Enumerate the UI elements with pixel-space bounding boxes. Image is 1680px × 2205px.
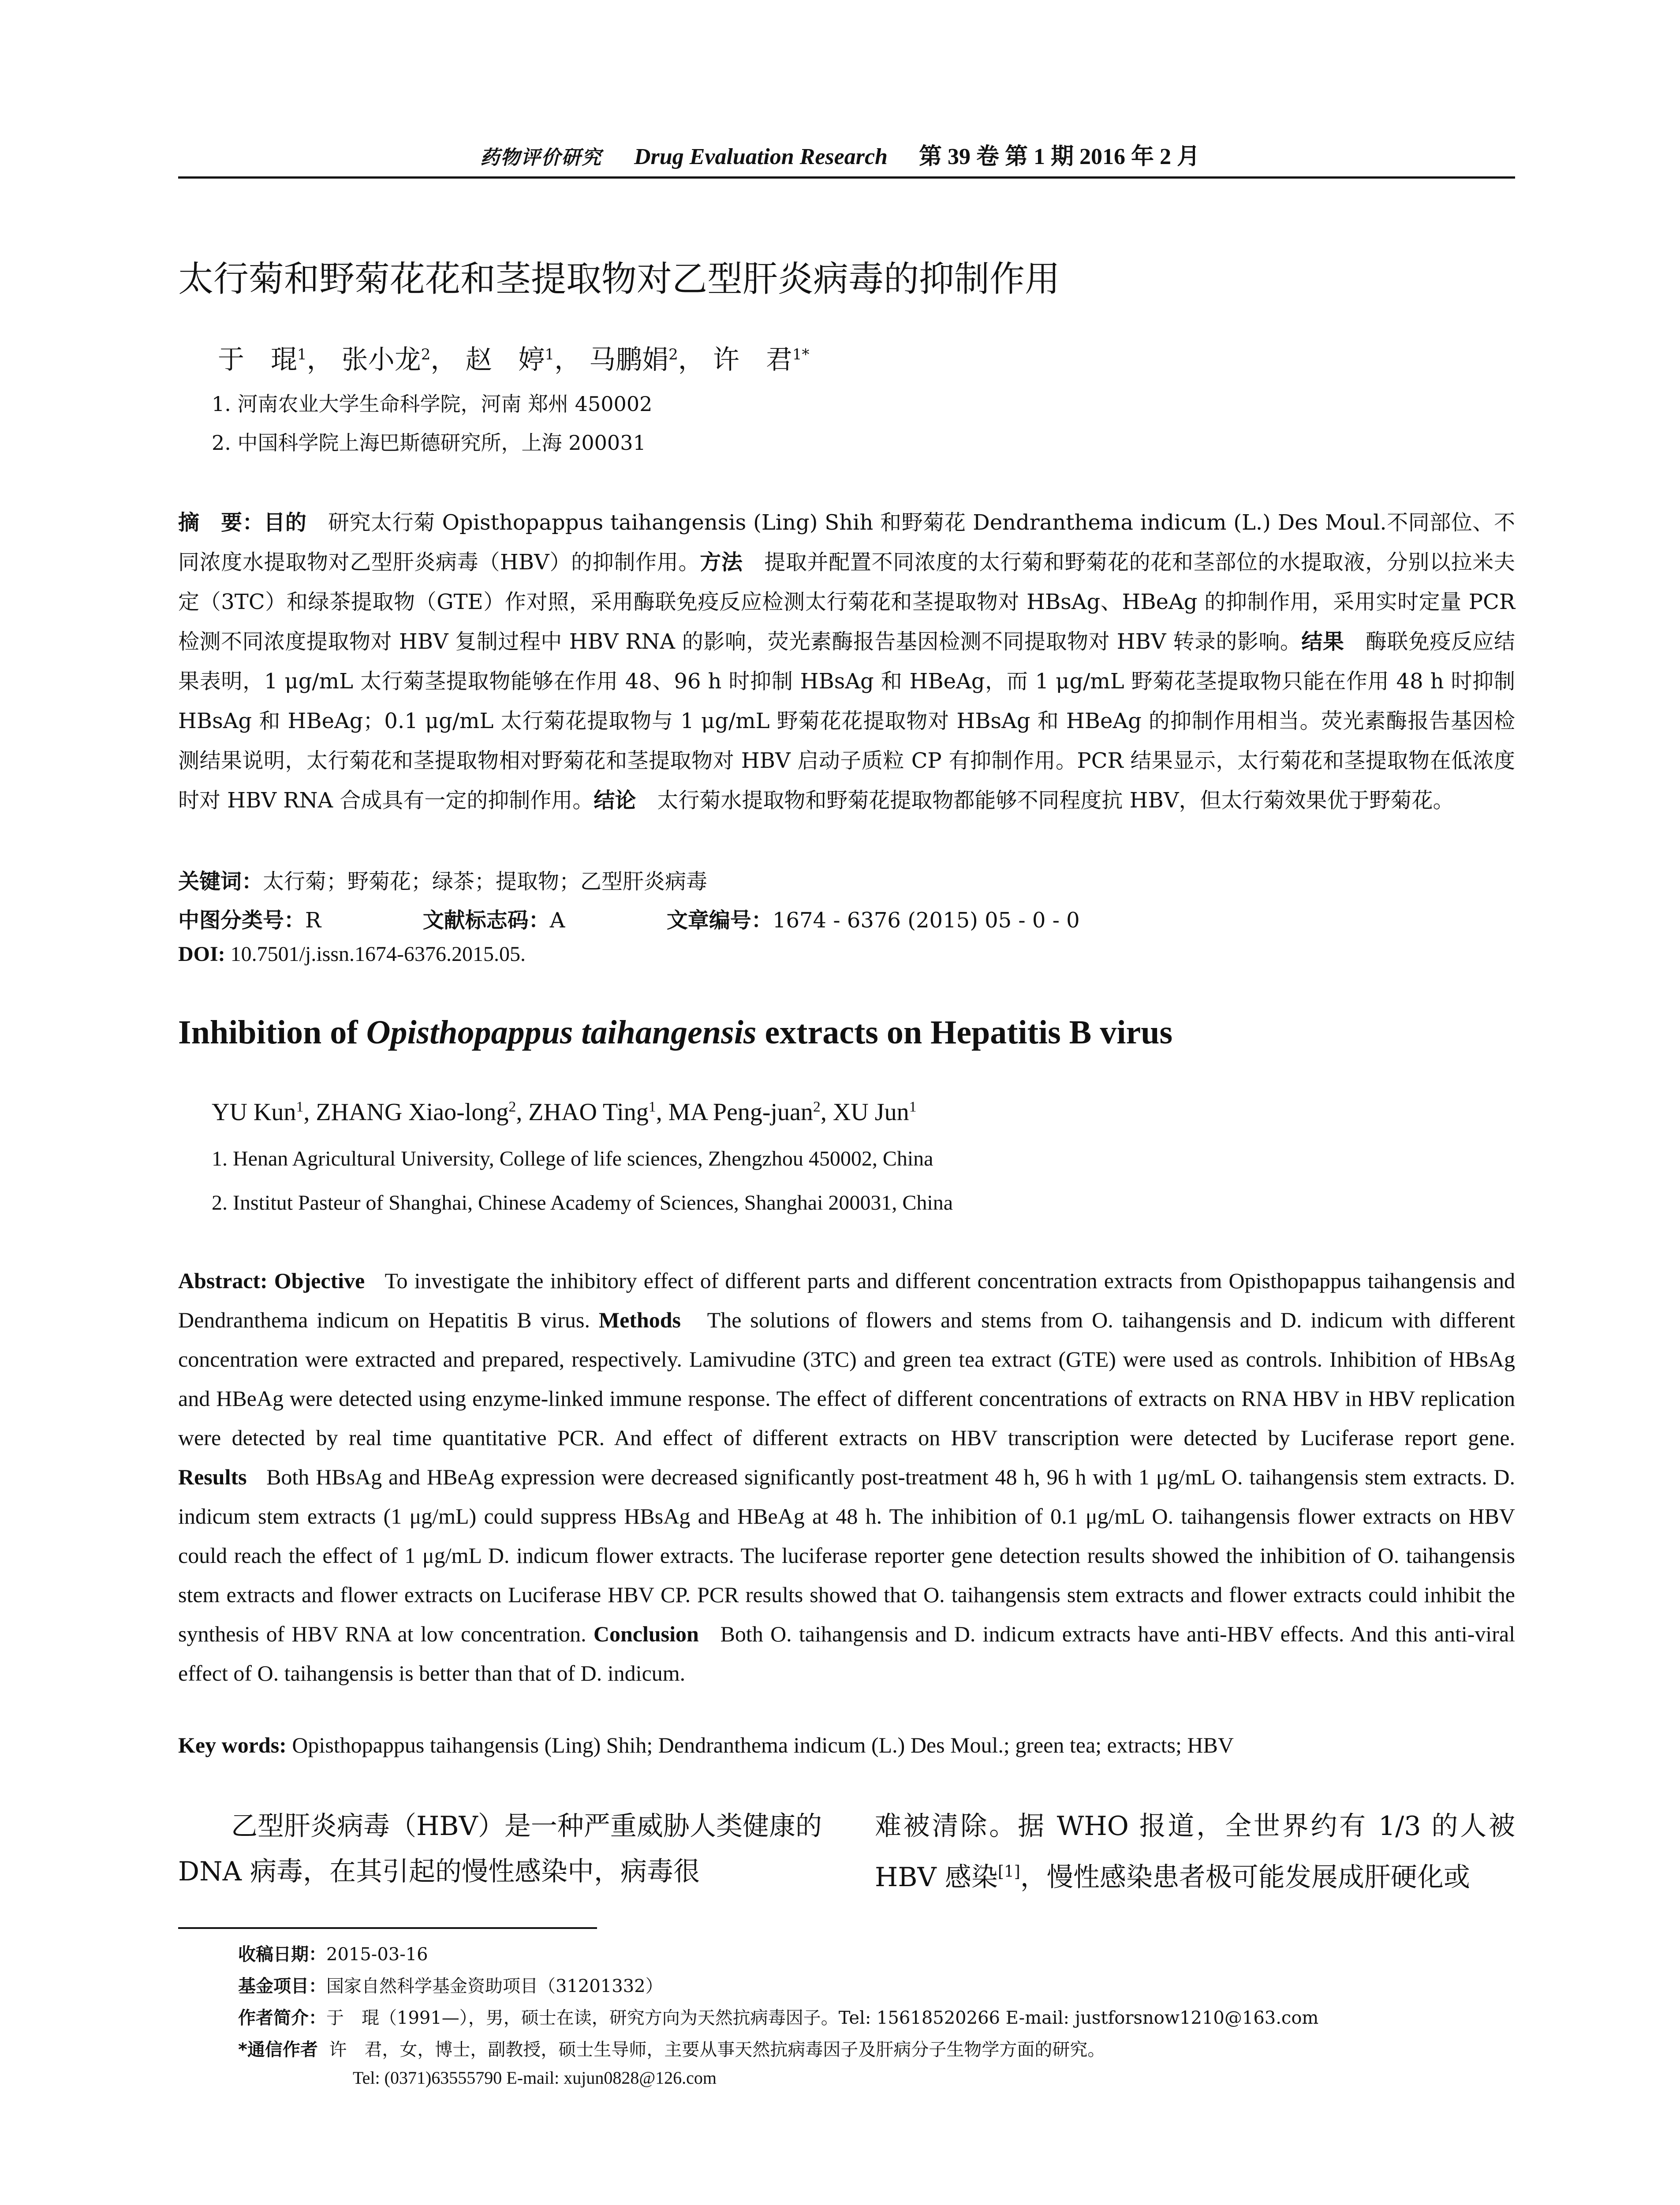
objective-label: 目的 xyxy=(264,510,307,535)
author-sup: 1* xyxy=(792,346,810,363)
english-methods: The solutions of flowers and stems from O. taihangensis and D. indicum with different concentration were extracted and prepared, respectively. Lamivudine (3TC) and green tea extract (GTE) were used as controls. Inhibition of HBsAg and HBeAg were detected using enzyme-linked immune response. The effect of different concentrations of extracts on RNA HBV in HBV replication were detected by real time quantitative PCR. And effect of different extracts on HBV transcription were detected by Luciferase report gene. xyxy=(178,1308,1515,1450)
body-left-column: 乙型肝炎病毒（HBV）是一种严重威胁人类健康的 DNA 病毒，在其引起的慢性感染中，病毒很 xyxy=(178,1811,822,1887)
english-title-post: extracts on Hepatitis B virus xyxy=(756,1014,1173,1051)
author-name: 许 君 xyxy=(713,344,792,375)
corr-label: *通信作者 xyxy=(238,2040,318,2060)
objective-text: 研究太行菊 Opisthopappus taihangensis (Ling) Shih 和野菊花 Dendranthema indicum (L.) Des Moul.不同部位、不同浓度水提取物对乙型肝炎病毒（HBV）的抑制作用。 xyxy=(178,510,1515,575)
english-abstract xyxy=(178,1261,1515,1693)
author-name: MA Peng-juan xyxy=(668,1099,813,1126)
english-keywords-label: Key words: xyxy=(178,1733,287,1757)
footnote-corresponding xyxy=(238,2036,1105,2061)
corr-value: 许 君，女，博士，副教授，硕士生导师，主要从事天然抗病毒因子及肝病分子生物学方面的研究。 xyxy=(329,2040,1105,2060)
doi-label: DOI: xyxy=(178,942,225,966)
keywords-text: 太行菊；野菊花；绿茶；提取物；乙型肝炎病毒 xyxy=(263,869,708,894)
chinese-affiliation-1: 1. 河南农业大学生命科学院，河南 郑州 450002 xyxy=(212,392,653,416)
methods-text: 提取并配置不同浓度的太行菊和野菊花的花和茎部位的水提取液，分别以拉米夫定（3TC）和绿茶提取物（GTE）作对照，采用酶联免疫反应检测太行菊花和茎提取物对 HBsAg、HBeAg 的抑制作用，采用实时定量 PCR 检测不同浓度提取物对 HBV 复制过程中 HBV RNA 的影响，荧光素酶报告基因检测不同提取物对 HBV 转录的影响。 xyxy=(178,550,1515,654)
chinese-keywords xyxy=(178,864,707,895)
chinese-authors: 于 琨$^1$， 张小龙$^2$， 赵 婷$^1$， 马鹏娟$^2$， 许 君$^{1*}$ xyxy=(218,344,810,375)
received-value: 2015-03-16 xyxy=(326,1944,428,1965)
doi-value: 10.7501/j.issn.1674-6376.2015.05. xyxy=(230,942,526,966)
chinese-title: 太行菊和野菊花花和茎提取物对乙型肝炎病毒的抑制作用 xyxy=(178,258,1060,299)
footnote-corr-contact: Tel: (0371)63555790 E-mail: xujun0828@126.com xyxy=(353,2068,717,2088)
fund-value: 国家自然科学基金资助项目（31201332） xyxy=(326,1976,663,1996)
chinese-affiliation-2: 2. 中国科学院上海巴斯德研究所，上海 200031 xyxy=(212,431,646,455)
author-sup: 1 xyxy=(909,1099,917,1115)
author-sup: 2 xyxy=(508,1099,516,1115)
english-affiliation-1: 1. Henan Agricultural University, College of life sciences, Zhengzhou 450002, China xyxy=(212,1147,933,1170)
doi-row xyxy=(178,942,526,966)
article-no-label: 文章编号： xyxy=(666,908,773,933)
conclusion-label: 结论 xyxy=(594,788,636,813)
author-name: 赵 婷 xyxy=(465,344,545,375)
english-conclusion: Both O. taihangensis and D. indicum extracts have anti-HBV effects. And this anti-viral effect of O. taihangensis is better than that of D. indicum. xyxy=(178,1622,1516,1686)
doc-code-label: 文献标志码： xyxy=(422,908,550,933)
author-name: ZHAO Ting xyxy=(528,1099,649,1126)
journal-name: Drug Evaluation Research xyxy=(634,144,888,169)
english-conclusion-label: Conclusion xyxy=(593,1622,699,1646)
body-right-column xyxy=(875,1804,1515,1900)
english-authors: YU Kun$^1$, ZHANG Xiao-long$^2$, ZHAO Ting$^1$, MA Peng-juan$^2$, XU Jun$^1$ xyxy=(212,1099,917,1126)
footnote-author xyxy=(238,2004,1318,2029)
body-right-text: 难被清除。据 WHO 报道，全世界约有 1/3 的人被 HBV 感染 xyxy=(875,1811,1515,1893)
clc-value: R xyxy=(305,908,321,933)
author-name: 张小龙 xyxy=(341,344,421,375)
footnote-received xyxy=(238,1940,428,1966)
author-name: 马鹏娟 xyxy=(589,344,669,375)
english-results-label: Results xyxy=(178,1465,247,1489)
author-bio-value: 于 琨（1991—），男，硕士在读，研究方向为天然抗病毒因子。Tel: 15618520266 E-mail: justforsnow1210@163.com xyxy=(326,2008,1319,2028)
english-objective: To investigate the inhibitory effect of different parts and different concentration extracts from Opisthopappus taihangensis and Dendranthema indicum on Hepatitis B virus. xyxy=(178,1268,1516,1332)
english-results: Both HBsAg and HBeAg expression were decreased significantly post-treatment 48 h, 96 h with 1 μg/mL O. taihangensis stem extracts. D. indicum stem extracts (1 μg/mL) could suppress HBsAg and HBeAg at 48 h. The inhibition of 0.1 μg/mL O. taihangensis flower extracts on HBV could reach the effect of 1 μg/mL D. indicum flower extracts. The luciferase reporter gene detection results showed the inhibition of O. taihangensis stem extracts and flower extracts on Luciferase HBV CP. PCR results showed that O. taihangensis stem extracts and flower extracts could inhibit the synthesis of HBV RNA at low concentration. xyxy=(178,1465,1516,1646)
english-keywords xyxy=(178,1732,1234,1758)
article-no-value: 1674 - 6376 (2015) 05 - 0 - 0 xyxy=(772,908,1080,933)
citation[interactable]: [1] xyxy=(997,1863,1020,1881)
author-sup: 1 xyxy=(297,346,307,363)
author-name: 于 琨 xyxy=(218,344,297,375)
chinese-abstract xyxy=(178,503,1515,820)
english-keywords-text: Opisthopappus taihangensis (Ling) Shih; Dendranthema indicum (L.) Des Moul.; green tea; extracts; HBV xyxy=(292,1733,1234,1757)
author-name: YU Kun xyxy=(212,1099,296,1126)
english-affiliation-2: 2. Institut Pasteur of Shanghai, Chinese Academy of Sciences, Shanghai 200031, China xyxy=(212,1191,953,1215)
english-title xyxy=(178,1013,1172,1052)
english-title-pre: Inhibition of xyxy=(178,1014,366,1051)
author-sup: 2 xyxy=(668,346,678,363)
header-rule xyxy=(178,176,1515,179)
english-title-species: Opisthopappus taihangensis xyxy=(366,1014,757,1051)
footnote-rule xyxy=(178,1927,597,1929)
author-sup: 2 xyxy=(813,1099,821,1115)
methods-label: 方法 xyxy=(700,550,743,575)
author-sup: 1 xyxy=(545,346,555,363)
clc-label: 中图分类号： xyxy=(178,908,306,933)
conclusion-text: 太行菊水提取物和野菊花提取物都能够不同程度抗 HBV，但太行菊效果优于野菊花。 xyxy=(657,788,1454,813)
english-methods-label: Methods xyxy=(598,1308,681,1332)
abstract-label: 摘 要： xyxy=(178,510,264,535)
journal-logo: 药物评价研究 xyxy=(480,146,602,169)
author-sup: 2 xyxy=(421,346,431,363)
body-right-text-cont: ，慢性感染患者极可能发展成肝硬化或 xyxy=(1020,1862,1470,1893)
results-label: 结果 xyxy=(1301,629,1344,654)
footnote-fund xyxy=(238,1972,663,1997)
issue-info: 第 39 卷 第 1 期 2016 年 2 月 xyxy=(918,144,1200,169)
classification-row xyxy=(178,903,1080,934)
results-text: 酶联免疫反应结果表明，1 μg/mL 太行菊茎提取物能够在作用 48、96 h 时抑制 HBsAg 和 HBeAg，而 1 μg/mL 野菊花茎提取物只能在作用 48 h 时抑制 HBsAg 和 HBeAg；0.1 μg/mL 太行菊花提取物与 1 μg/mL 野菊花花提取物对 HBsAg 和 HBeAg 的抑制作用相当。荧光素酶报告基因检测结果说明，太行菊花和茎提取物相对野菊花和茎提取物对 HBV 启动子质粒 CP 有抑制作用。PCR 结果显示，太行菊花和茎提取物在低浓度时对 HBV RNA 合成具有一定的抑制作用。 xyxy=(178,629,1515,813)
author-name: XU Jun xyxy=(833,1099,909,1126)
author-sup: 1 xyxy=(296,1099,304,1115)
doc-code-value: A xyxy=(549,908,565,933)
keywords-label: 关键词： xyxy=(178,869,263,894)
received-label: 收稿日期： xyxy=(238,1944,326,1965)
author-sup: 1 xyxy=(648,1099,656,1115)
author-name: ZHANG Xiao-long xyxy=(316,1099,509,1126)
author-bio-label: 作者简介： xyxy=(238,2008,326,2028)
running-header xyxy=(0,138,1680,171)
english-abstract-label: Abstract: Objective xyxy=(178,1268,365,1293)
fund-label: 基金项目： xyxy=(238,1976,326,1996)
